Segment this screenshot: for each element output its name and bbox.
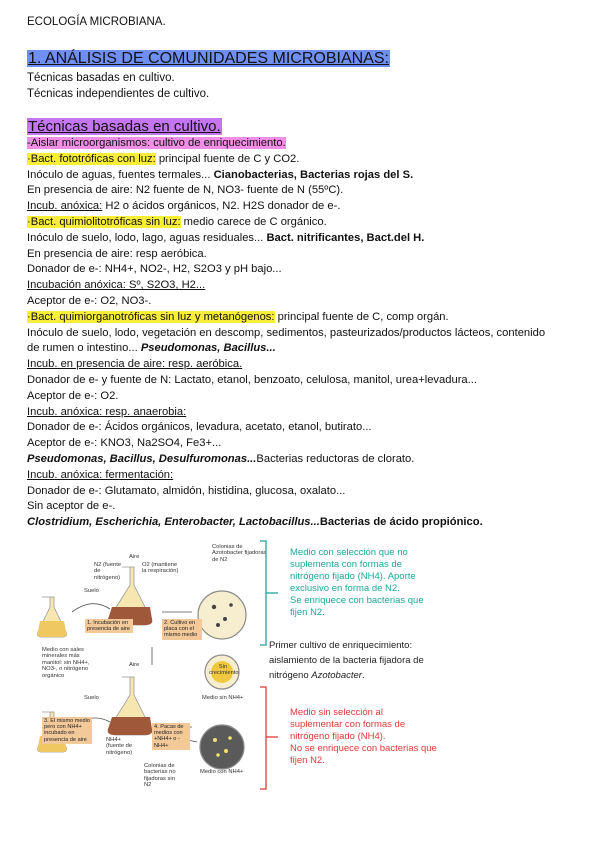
foto-incub-label: Incub. anóxica: <box>27 200 103 213</box>
section2-heading-text: Técnicas basadas en cultivo. <box>28 118 221 135</box>
organo-sin-line: Sin aceptor de e-. <box>27 500 116 513</box>
cap-mid-3-end: . <box>361 670 365 681</box>
fig-caption-mid <box>269 638 464 683</box>
organo-donador3-line: Donador de e-: Glutamato, almidón, histidina, glucosa, oxalato... <box>27 484 346 497</box>
section1-intro <box>27 70 209 102</box>
fig-label-n2: N2 (fuente de nitrógeno) <box>94 562 122 581</box>
foto-aire-line: En presencia de aire: N2 fuente de N, NO3- fuente de N (55ºC). <box>27 184 344 197</box>
fig-step3: 3. El mismo medio pero con NH4+ incubado en presencia de aire <box>44 718 91 743</box>
organo-final-text: Bacterias de ácido propiónico. <box>319 516 483 529</box>
organo-donador2-line: Donador de e-: Ácidos orgánicos, levadura, acetato, etanol, butirato... <box>27 421 372 434</box>
cap-mid-3-it: Azotobacter <box>311 670 362 681</box>
cap-bot-3: nitrógeno fijado (NH4). <box>290 731 386 742</box>
cap-top-5: Se enriquece con bacterias que <box>290 595 424 606</box>
fig-label-aire-top: Aire <box>129 554 140 560</box>
section1-heading <box>27 50 390 67</box>
organo-anox-line: Incub. anóxica: resp. anaerobia: <box>27 405 187 418</box>
organo-inoc2-line <box>27 341 582 357</box>
intro-line-independientes: Técnicas independientes de cultivo. <box>27 88 210 100</box>
quimio-desc: medio carece de C orgánico. <box>180 215 327 228</box>
fig-step2: 2. Cultivo en placa con el mismo medio <box>162 619 202 640</box>
foto-desc: principal fuente de C y CO2. <box>155 152 300 165</box>
quimio-aceptor-line: Aceptor de e-: O2, NO3-. <box>27 294 152 307</box>
cap-bot-4: No se enriquece con bacterias que <box>290 743 437 754</box>
organo-aire-line: Incub. en presencia de aire: resp. aeróbica. <box>27 358 243 371</box>
fig-step1: 1. Incubación en presencia de aire <box>85 619 133 633</box>
fig-label-suelo-top: Suelo <box>84 588 99 594</box>
foto-line <box>27 152 582 168</box>
fig-label-colonias-bot: Colonias de bacterias no fijadoras sin N2 <box>144 763 176 789</box>
cap-mid-3 <box>269 668 464 683</box>
fig-caption-top <box>290 547 465 619</box>
organo-final-it: Clostridium, Escherichia, Enterobacter, Lactobacillus... <box>27 516 320 529</box>
fig-label-suelo-bot: Suelo <box>84 695 99 701</box>
organo-line <box>27 310 582 326</box>
foto-inoc-line <box>27 168 582 184</box>
quimio-incub-line: Incubación anóxica: Sº, S2O3, H2... <box>27 279 206 292</box>
cap-top-4: exclusivo en forma de N2. <box>290 583 400 594</box>
section2-body <box>27 136 582 531</box>
fig-caption-bot <box>290 707 465 767</box>
fig-label-sin-crec: Sin crecimiento <box>209 664 239 677</box>
quimio-title: ·Bact. quimiolitotróficas sin luz: <box>27 215 181 228</box>
cap-bot-2: suplementar con formas de <box>290 719 406 730</box>
cap-bot-1: Medio sin selección al <box>290 707 383 718</box>
organo-red-line <box>27 452 582 468</box>
organo-desc: principal fuente de C, comp orgán. <box>274 310 449 323</box>
organo-aceptor1-line: Aceptor de e-: O2. <box>27 389 119 402</box>
organo-inoc2-pre: de rumen o intestino... <box>27 342 141 355</box>
fig-label-colonias-top: Colonias de Azotobacter fijadoras de N2 <box>212 544 267 563</box>
quimio-inoc-pre: Inóculo de suelo, lodo, lago, aguas residuales... <box>27 231 267 244</box>
organo-inoc2-it: Pseudomonas, Bacillus... <box>140 342 276 355</box>
fig-step4: 4. Pacas de medios con +NH4+ o -NH4+ <box>152 723 190 750</box>
cap-bot-5: fijen N2. <box>290 755 325 766</box>
cap-top-3: nitrógeno fijado (NH4). Aporte <box>290 571 416 582</box>
organo-donador1-line: Donador de e- y fuente de N: Lactato, etanol, benzoato, celulosa, manitol, urea+levadura... <box>27 373 477 386</box>
quimio-line <box>27 215 582 231</box>
organo-aceptor2-line: Aceptor de e-: KNO3, Na2SO4, Fe3+... <box>27 437 222 450</box>
organo-inoc1-line: Inóculo de suelo, lodo, vegetación en descomp, sedimentos, pasteurizados/productos lácteos, contenido <box>27 326 546 339</box>
foto-incub-line <box>27 199 582 215</box>
fig-label-medio-sin: Medio sin NH4+ <box>202 695 244 701</box>
intro-line-cultivo: Técnicas basadas en cultivo. <box>27 72 175 84</box>
quimio-aire-line: En presencia de aire: resp aeróbica. <box>27 247 207 260</box>
cap-mid-1: Primer cultivo de enriquecimiento: <box>269 640 413 651</box>
cap-top-6: fijen N2. <box>290 607 325 618</box>
cap-top-2: suplementa con formas de <box>290 559 402 570</box>
fig-label-medio-con: Medio con NH4+ <box>200 769 244 775</box>
quimio-donador-line: Donador de e-: NH4+, NO2-, H2, S2O3 y pH bajo... <box>27 263 282 276</box>
foto-incub-text: H2 o ácidos orgánicos, N2. H2S donador de e-. <box>102 200 341 213</box>
foto-inoc-pre: Inóculo de aguas, fuentes termales... <box>27 168 214 181</box>
organo-final-line <box>27 515 582 531</box>
cap-mid-2: aislamiento de la bacteria fijadora de <box>269 655 424 666</box>
organo-red-text: Bacterias reductoras de clorato. <box>256 452 415 465</box>
fig-label-aire-bot: Aire <box>129 662 140 668</box>
enrich-text: -Aislar microorganismos: cultivo de enriquecimiento. <box>27 137 286 149</box>
foto-inoc-bold: Cianobacterias, Bacterias rojas del S. <box>213 168 414 181</box>
section2-heading <box>27 118 222 135</box>
enrichment-figure <box>32 537 464 793</box>
quimio-inoc-line <box>27 231 582 247</box>
cap-mid-3-text: nitrógeno <box>269 670 312 681</box>
foto-title: ·Bact. fototróficas con luz: <box>27 152 156 165</box>
section1-heading-text: 1. ANÁLISIS DE COMUNIDADES MICROBIANAS: <box>28 50 389 67</box>
fig-label-nh4-src: NH4+ (fuente de nitrógeno) <box>106 737 133 756</box>
document-title: ECOLOGÍA MICROBIANA. <box>27 16 166 28</box>
cap-top-1: Medio con selección que no <box>290 547 408 558</box>
fig-label-medio-sales: Medio con sales minerales más manitol: sin NH4+, NO3-, o nitrógeno orgánico <box>42 647 90 679</box>
organo-title: ·Bact. quimiorganotróficas sin luz y metanógenos: <box>27 310 275 323</box>
fig-label-o2: O2 (mantiene la respiración) <box>142 562 179 575</box>
organo-ferm-line: Incub. anóxica: fermentación: <box>27 468 174 481</box>
quimio-inoc-bold: Bact. nitrificantes, Bact.del H. <box>266 231 425 244</box>
enrich-line <box>27 136 582 152</box>
organo-red-it: Pseudomonas, Bacillus, Desulfuromonas... <box>27 452 257 465</box>
